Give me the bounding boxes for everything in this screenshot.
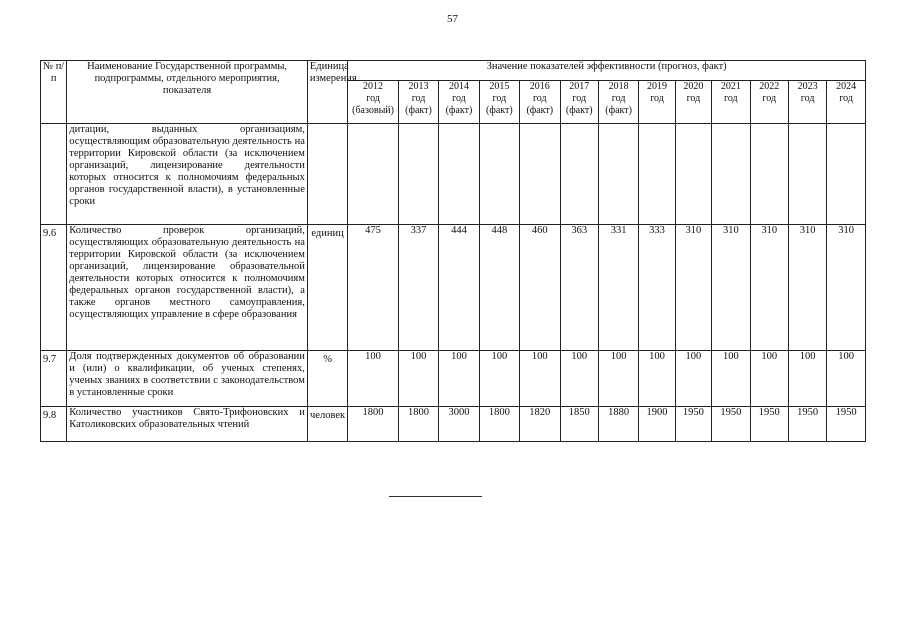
table-row: [41, 124, 866, 225]
header-num: № п/п: [41, 61, 67, 124]
value-cell: [827, 124, 866, 225]
row-unit: единиц: [307, 225, 347, 351]
table-row: [41, 407, 866, 442]
indicators-table: [40, 60, 866, 442]
value-cell: 100: [639, 351, 675, 407]
year-header-word: год: [611, 93, 626, 104]
year-header: [439, 81, 479, 124]
year-header: [675, 81, 711, 124]
year-header: [750, 81, 788, 124]
year-header-year: 2015: [489, 81, 510, 92]
value-cell: 1820: [520, 407, 560, 442]
value-cell: 310: [827, 225, 866, 351]
value-cell: 100: [398, 351, 438, 407]
year-header: [560, 81, 598, 124]
year-header-word: год: [800, 93, 815, 104]
year-header-word: год: [762, 93, 777, 104]
year-header-note: (факт): [526, 105, 554, 116]
value-cell: [520, 124, 560, 225]
year-header-word: год: [366, 93, 380, 104]
row-indicator-name: дитации, выданных организациям, осуществляющим образовательную деятельность на территории Кировской области (за исключением организаций, лицензирование деятельности которых относится к полномочиям федеральных органов государственной власти), в установленные сроки: [67, 124, 308, 225]
value-cell: 1950: [827, 407, 866, 442]
value-cell: 3000: [439, 407, 479, 442]
header-row-1: [41, 61, 866, 81]
year-header: [712, 81, 750, 124]
value-cell: [560, 124, 598, 225]
year-header: [398, 81, 438, 124]
row-unit: [307, 124, 347, 225]
year-header-note: (факт): [565, 105, 593, 116]
value-cell: 1900: [639, 407, 675, 442]
year-header: [598, 81, 638, 124]
value-cell: 444: [439, 225, 479, 351]
value-cell: 100: [348, 351, 399, 407]
year-header: [827, 81, 866, 124]
year-header: [479, 81, 519, 124]
value-cell: [750, 124, 788, 225]
year-header-year: 2014: [448, 81, 469, 92]
row-number: [41, 124, 67, 225]
year-header-year: 2020: [683, 81, 704, 92]
header-values-title: Значение показателей эффективности (прогноз, факт): [348, 61, 866, 81]
page-number: 57: [447, 13, 458, 25]
year-header-word: год: [572, 93, 587, 104]
value-cell: [788, 124, 826, 225]
value-cell: 100: [520, 351, 560, 407]
value-cell: 100: [598, 351, 638, 407]
value-cell: 310: [750, 225, 788, 351]
value-cell: 100: [675, 351, 711, 407]
value-cell: 460: [520, 225, 560, 351]
year-header-word: год: [839, 93, 853, 104]
value-cell: 1880: [598, 407, 638, 442]
year-header-note: (факт): [486, 105, 513, 116]
value-cell: 100: [788, 351, 826, 407]
value-cell: 1850: [560, 407, 598, 442]
year-header-word: год: [492, 93, 507, 104]
year-header-note: (факт): [445, 105, 473, 116]
year-header-year: 2016: [529, 81, 550, 92]
table-row: [41, 351, 866, 407]
year-header: [348, 81, 399, 124]
header-name: Наименование Государственной программы, подпрограммы, отдельного мероприятия, показателя: [67, 61, 308, 124]
year-header-year: 2017: [569, 81, 590, 92]
value-cell: [479, 124, 519, 225]
row-indicator-name: Количество участников Свято-Трифоновских и Католиковских образовательных чтений: [67, 407, 308, 442]
year-header-year: 2013: [408, 81, 429, 92]
table-body: [41, 124, 866, 442]
year-header-year: 2021: [720, 81, 741, 92]
value-cell: [712, 124, 750, 225]
year-header-year: 2018: [608, 81, 629, 92]
value-cell: 1800: [398, 407, 438, 442]
value-cell: 1950: [788, 407, 826, 442]
value-cell: [598, 124, 638, 225]
year-header-word: год: [452, 93, 466, 104]
year-header-year: 2022: [759, 81, 780, 92]
value-cell: [675, 124, 711, 225]
year-header-word: год: [723, 93, 738, 104]
value-cell: [398, 124, 438, 225]
value-cell: 363: [560, 225, 598, 351]
value-cell: 310: [788, 225, 826, 351]
year-header-word: год: [686, 93, 701, 104]
value-cell: 310: [712, 225, 750, 351]
year-header-year: 2012: [363, 81, 384, 92]
value-cell: 100: [712, 351, 750, 407]
value-cell: 1800: [348, 407, 399, 442]
year-header-note: (факт): [605, 105, 632, 116]
row-indicator-name: Доля подтвержденных документов об образовании и (или) о квалификации, об ученых степенях, ученых званиях в соответствии с законодательством в установленные сроки: [67, 351, 308, 407]
row-number: 9.8: [41, 407, 67, 442]
value-cell: 1800: [479, 407, 519, 442]
year-header: [788, 81, 826, 124]
value-cell: 331: [598, 225, 638, 351]
year-header-note: (факт): [405, 105, 432, 116]
value-cell: 100: [479, 351, 519, 407]
value-cell: 100: [750, 351, 788, 407]
year-header-word: год: [411, 93, 426, 104]
year-header-note: (базовый): [352, 105, 394, 116]
year-header-word: год: [650, 93, 664, 104]
row-indicator-name: Количество проверок организаций, осуществляющих образовательную деятельность на территории Кировской области (за исключением организаций, лицензирование образовательной деятельности которых относится к полномочиям федеральных органов государственной власти), а также органов местного самоуправления, осуществляющих управление в сфере образования: [67, 225, 308, 351]
value-cell: 100: [827, 351, 866, 407]
year-header-year: 2024: [836, 81, 857, 92]
value-cell: [348, 124, 399, 225]
value-cell: 1950: [750, 407, 788, 442]
row-unit: %: [307, 351, 347, 407]
value-cell: 448: [479, 225, 519, 351]
year-header: [639, 81, 675, 124]
value-cell: [439, 124, 479, 225]
value-cell: [639, 124, 675, 225]
year-header-year: 2019: [647, 81, 668, 92]
row-number: 9.6: [41, 225, 67, 351]
value-cell: 1950: [675, 407, 711, 442]
value-cell: 333: [639, 225, 675, 351]
header-unit: Единица измерения: [307, 61, 347, 124]
year-header-word: год: [532, 93, 547, 104]
year-header: [520, 81, 560, 124]
end-divider: [389, 496, 482, 497]
value-cell: 310: [675, 225, 711, 351]
value-cell: 337: [398, 225, 438, 351]
value-cell: 475: [348, 225, 399, 351]
row-number: 9.7: [41, 351, 67, 407]
value-cell: 100: [439, 351, 479, 407]
year-header-year: 2023: [797, 81, 818, 92]
value-cell: 1950: [712, 407, 750, 442]
table-row: [41, 225, 866, 351]
value-cell: 100: [560, 351, 598, 407]
row-unit: человек: [307, 407, 347, 442]
